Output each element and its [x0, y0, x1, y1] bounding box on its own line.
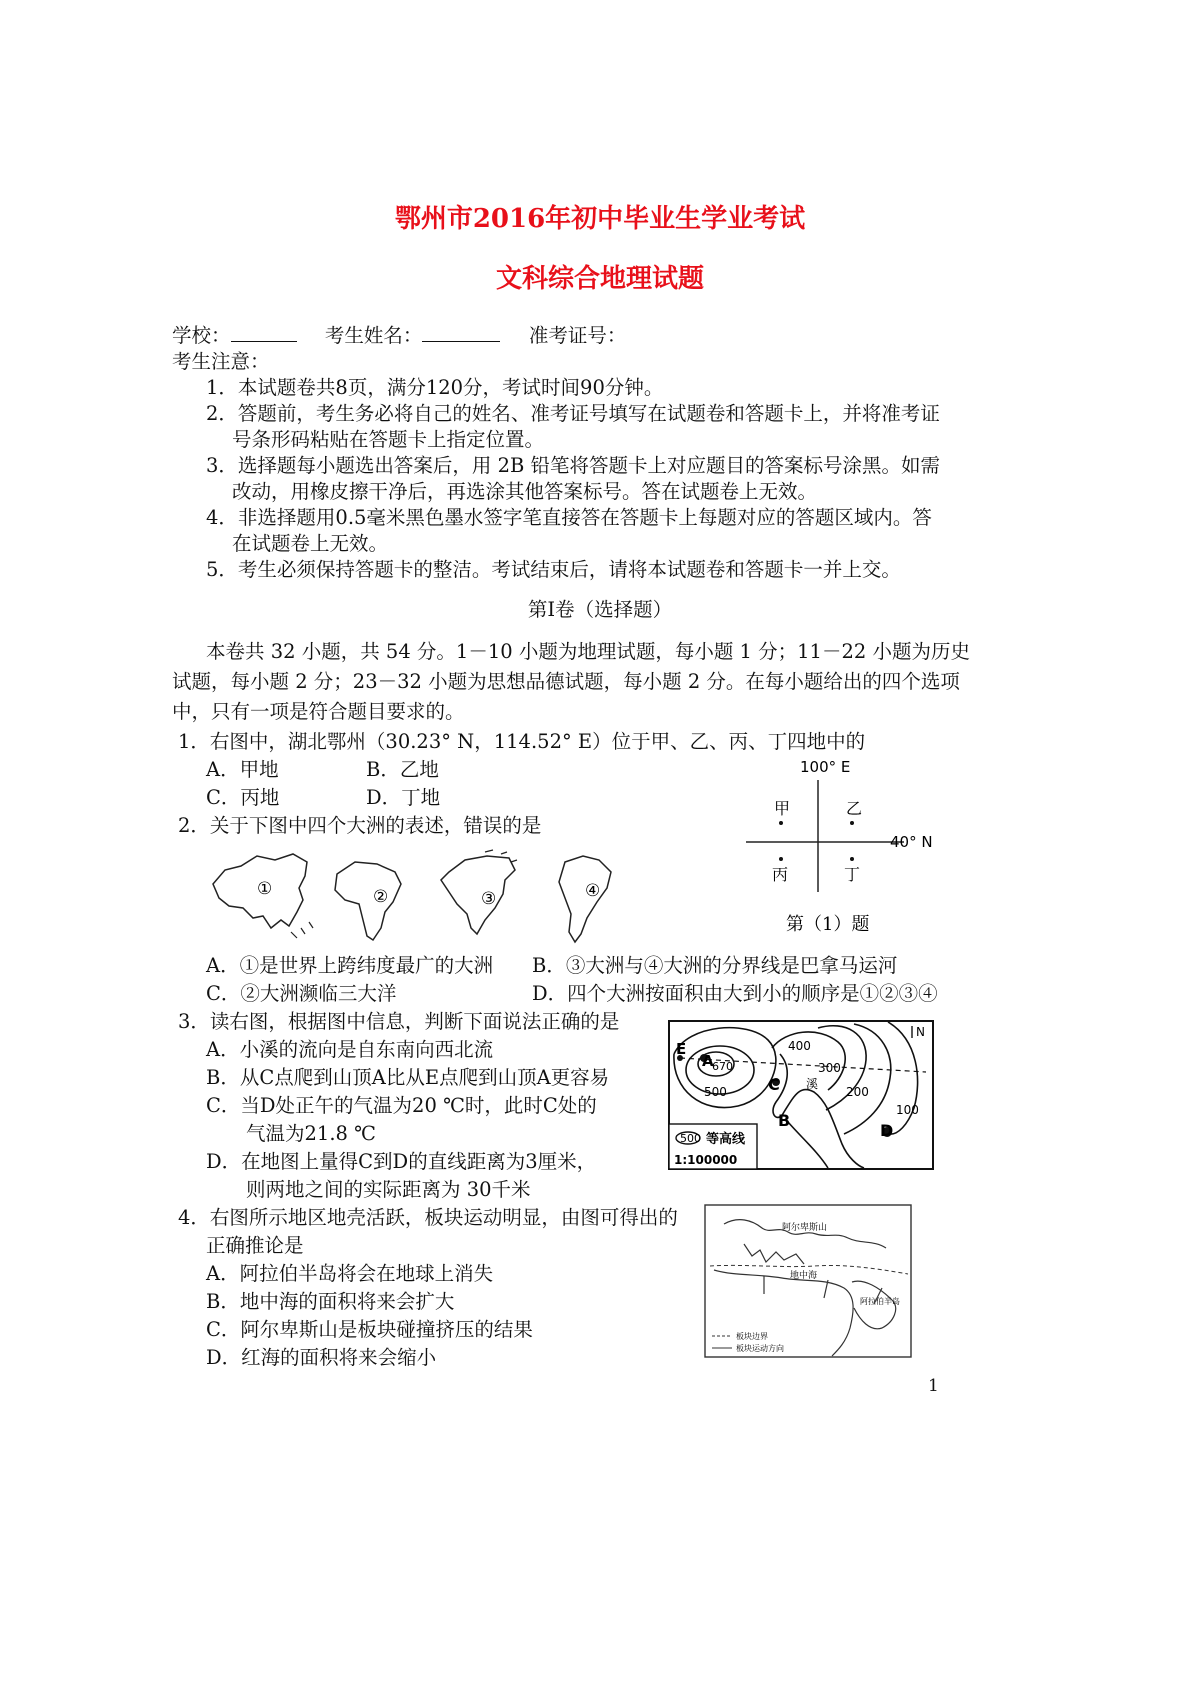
q1-figure: [740, 752, 950, 942]
label-300: 300: [818, 1061, 841, 1075]
north-america-outline: [441, 856, 515, 934]
school-blank: [231, 323, 297, 342]
q3-option-a: A．小溪的流向是自东南向西北流: [206, 1038, 494, 1061]
point-yi-label: 乙: [846, 799, 863, 818]
q3-option-d-cont: 则两地之间的实际距离为 30千米: [246, 1178, 531, 1201]
school-label: 学校：: [172, 324, 231, 347]
section-intro: 本卷共 32 小题，共 54 分。1－10 小题为地理试题，每小题 1 分；11－22 小题为历史: [206, 640, 970, 663]
legend-arrow-label: 板块运动方向: [736, 1344, 784, 1353]
arabia-label: 阿拉伯半岛: [860, 1297, 900, 1306]
label-a: A: [702, 1052, 714, 1070]
label-2: ②: [373, 887, 389, 907]
q2-continents-figure: [205, 848, 655, 948]
label-north: N: [916, 1025, 925, 1039]
label-peak: 670: [712, 1060, 733, 1073]
med-label: 地中海: [790, 1271, 818, 1281]
label-500: 500: [704, 1085, 727, 1099]
q2-option-d: D．四个大洲按面积由大到小的顺序是①②③④: [532, 982, 938, 1005]
q1-caption: 第（1）题: [786, 914, 870, 935]
note-item: 在试题卷上无效。: [232, 532, 389, 555]
label-d: D: [880, 1121, 894, 1140]
label-stream: 溪: [806, 1077, 819, 1091]
exam-number-label: 准考证号：: [528, 324, 627, 347]
label-c: C: [768, 1075, 780, 1094]
label-100: 100: [896, 1103, 919, 1117]
q2-stem: 2．关于下图中四个大洲的表述，错误的是: [178, 814, 542, 837]
q3-stem: 3．读右图，根据图中信息，判断下面说法正确的是: [178, 1010, 620, 1033]
q4-option-b: B．地中海的面积将来会扩大: [206, 1290, 455, 1313]
point-ding: [850, 857, 854, 861]
q4-plate-map: [704, 1204, 912, 1358]
scale-label: 1:100000: [674, 1153, 738, 1167]
section-intro: 试题，每小题 2 分；23－32 小题为思想品德试题，每小题 2 分。在每小题给出的四个选项: [172, 670, 960, 693]
note-item: 3．选择题每小题选出答案后，用 2B 铅笔将答题卡上对应题目的答案标号涂黑。如需: [206, 454, 941, 477]
q3-option-c: C．当D处正午的气温为20 ℃时，此时C处的: [206, 1094, 597, 1117]
name-blank: [422, 323, 500, 342]
point-jia-label: 甲: [774, 799, 791, 818]
q1-stem: 1．右图中，湖北鄂州（30.23° N，114.52° E）位于甲、乙、丙、丁四地中的: [178, 730, 866, 753]
label-b: B: [778, 1111, 791, 1130]
label-1: ①: [257, 879, 273, 899]
page-number: 1: [928, 1376, 939, 1396]
note-item: 1．本试题卷共8页，满分120分，考试时间90分钟。: [206, 376, 664, 399]
q4-option-a: A．阿拉伯半岛将会在地球上消失: [206, 1262, 494, 1285]
legend-value: 500: [680, 1132, 701, 1145]
q4-stem-cont: 正确推论是: [206, 1234, 304, 1257]
q1-option-a: A．甲地: [206, 758, 279, 781]
africa-outline: [335, 862, 401, 940]
section-title: 第Ⅰ卷（选择题）: [527, 598, 673, 621]
alps-label: 阿尔卑斯山: [782, 1223, 828, 1233]
q1-option-c: C．丙地: [206, 786, 280, 809]
q2-option-b: B．③大洲与④大洲的分界线是巴拿马运河: [532, 954, 898, 977]
label-200: 200: [846, 1085, 869, 1099]
note-item: 4．非选择题用0.5毫米黑色墨水签字笔直接答在答题卡上每题对应的答题区域内。答: [206, 506, 932, 529]
info-row: [172, 320, 626, 348]
q3-option-d: D．在地图上量得C到D的直线距离为3厘米，: [206, 1150, 597, 1173]
point-yi: [850, 821, 854, 825]
label-e: E: [676, 1040, 687, 1058]
exam-title: 鄂州市2016年初中毕业生学业考试: [394, 204, 806, 234]
note-item: 号条形码粘贴在答题卡上指定位置。: [232, 428, 545, 451]
q1-option-b: B．乙地: [366, 758, 439, 781]
lat-label: 40° N: [890, 833, 933, 851]
exam-subtitle: 文科综合地理试题: [495, 264, 704, 294]
point-bing-label: 丙: [772, 865, 789, 884]
eurasia-islands: [291, 922, 313, 938]
q2-option-c: C．②大洲濒临三大洋: [206, 982, 397, 1005]
point-bing: [779, 857, 783, 861]
legend-boundary-label: 板块边界: [736, 1332, 768, 1341]
notes-heading: 考生注意：: [172, 350, 270, 373]
note-item: 改动，用橡皮擦干净后，再选涂其他答案标号。答在试题卷上无效。: [232, 480, 818, 503]
name-label: 考生姓名：: [324, 324, 423, 347]
q3-option-c-cont: 气温为21.8 ℃: [246, 1122, 376, 1145]
point-jia: [779, 821, 783, 825]
legend-label: 等高线: [706, 1132, 746, 1147]
point-ding-label: 丁: [844, 865, 861, 884]
q3-option-b: B．从C点爬到山顶A比从E点爬到山顶A更容易: [206, 1066, 610, 1089]
q4-stem: 4．右图所示地区地壳活跃，板块运动明显，由图可得出的: [178, 1206, 678, 1229]
q2-option-a: A．①是世界上跨纬度最广的大洲: [206, 954, 494, 977]
note-item: 2．答题前，考生务必将自己的姓名、准考证号填写在试题卷和答题卡上，并将准考证: [206, 402, 940, 425]
note-item: 5．考生必须保持答题卡的整洁。考试结束后，请将本试题卷和答题卡一并上交。: [206, 558, 901, 581]
q4-option-d: D．红海的面积将来会缩小: [206, 1346, 437, 1369]
label-4: ④: [585, 881, 601, 901]
label-3: ③: [481, 889, 497, 909]
q4-option-c: C．阿尔卑斯山是板块碰撞挤压的结果: [206, 1318, 533, 1341]
q1-option-d: D．丁地: [366, 786, 441, 809]
lon-label: 100° E: [800, 758, 851, 776]
label-400: 400: [788, 1039, 811, 1053]
q3-contour-map: [668, 1020, 934, 1170]
section-intro: 中，只有一项是符合题目要求的。: [172, 700, 465, 723]
